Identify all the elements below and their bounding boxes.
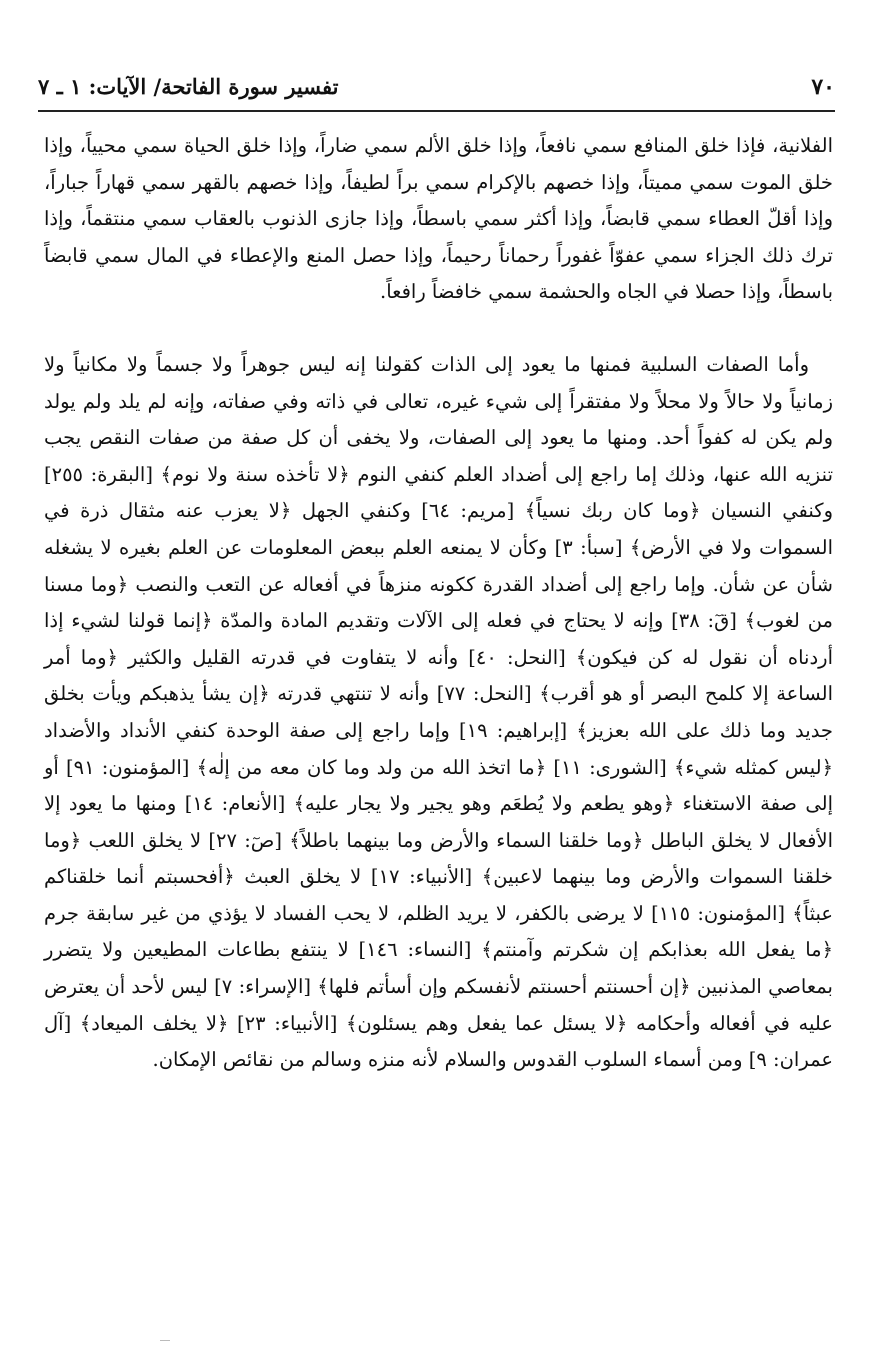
paragraph: وأما الصفات السلبية فمنها ما يعود إلى الذات كقولنا إنه ليس جوهراً ولا جسماً ولا مكانياً ولا زمانياً ولا حالاً ولا محلاً ولا مفتقراً إلى شيء غيره، تعالى في ذاته وفي صفاته، وإنه لم يلد ولم يولد ولم يكن له كفواً أحد. ومنها ما يعود إلى الصفات، ولا يخفى أن كل صفة من صفات النقص يجب تنزيه الله عنها، وذلك إما راجع إلى أضداد العلم كنفي النوم ﴿لا تأخذه سنة ولا نوم﴾ [البقرة: ٢٥٥] وكنفي النسيان ﴿وما كان ربك نسياً﴾ [مريم: ٦٤] وكنفي الجهل ﴿لا يعزب عنه مثقال ذرة في السموات ولا في الأرض﴾ [سبأ: ٣] وكأن لا يمنعه العلم ببعض المعلومات عن العلم بغيره لا يشغله شأن عن شأن. وإما راجع إلى أضداد القدرة ككونه منزهاً في أفعاله عن التعب والنصب ﴿وما مسنا من لغوب﴾ [قٓ: ٣٨] وإنه لا يحتاج في فعله إلى الآلات وتقديم المادة والمدّة ﴿إنما قولنا لشيء إذا أردناه أن نقول له كن فيكون﴾ [النحل: ٤٠] وأنه لا يتفاوت في قدرته القليل والكثير ﴿وما أمر الساعة إلا كلمح البصر أو هو أقرب﴾ [النحل: ٧٧] وأنه لا تنتهي قدرته ﴿إن يشأ يذهبكم ويأت بخلق جديد وما ذلك على الله بعزيز﴾ [إبراهيم: ١٩] وإما راجع إلى صفة الوحدة كنفي الأنداد والأضداد ﴿ليس كمثله شيء﴾ [الشورى: ١١] ﴿ما اتخذ الله من ولد وما كان معه من إلٰه﴾ [المؤمنون: ٩١] أو إلى صفة الاستغناء ﴿وهو يطعم ولا يُطعَم وهو يجير ولا يجار عليه﴾ [الأنعام: ١٤] ومنها ما يعود إلا الأفعال لا يخلق الباطل ﴿وما خلقنا السماء والأرض وما بينهما باطلاً﴾ [صٓ: ٢٧] لا يخلق اللعب ﴿وما خلقنا السموات والأرض وما بينهما لاعبين﴾ [الأنبياء: ١٧] لا يخلق العبث ﴿أفحسبتم أنما خلقناكم عبثاً﴾ [المؤمنون: ١١٥] لا يرضى بالكفر، لا يريد الظلم، لا يحب الفساد لا يؤذي من غير سابقة جرم ﴿ما يفعل الله بعذابكم إن شكرتم وآمنتم﴾ [النساء: ١٤٦] لا ينتفع بطاعات المطيعين ولا يتضرر بمعاصي المذنبين ﴿إن أحسنتم أحسنتم لأنفسكم وإن أسأتم فلها﴾ [الإسراء: ٧] ليس لأحد أن يعترض عليه في أفعاله وأحكامه ﴿لا يسئل عما يفعل وهم يسئلون﴾ [الأنبياء: ٢٣] ﴿لا يخلف الميعاد﴾ [آل عمران: ٩] ومن أسماء السلوب القدوس والسلام لأنه منزه وسالم من نقائص الإمكان. [44,352,834,1072]
header-divider [38,110,835,112]
paragraph: الفلانية، فإذا خلق المنافع سمي نافعاً، وإذا خلق الألم سمي ضاراً، وإذا خلق الحياة سمي محيياً، وإذا خلق الموت سمي مميتاً، وإذا خصهم بالإكرام سمي براً لطيفاً، وإذا خصهم بالقهر سمي قهاراً جباراً، وإذا أقلّ العطاء سمي قابضاً، وإذا أكثر سمي باسطاً، وإذا جازى الذنوب بالعقاب سمي منتقماً، وإذا ترك ذلك الجزاء سمي عفوّاً غفوراً رحماناً رحيماً، وإذا حصل المنع والإعطاء في المال سمي قابضاً باسطاً، وإذا حصلا في الجاه والحشمة سمي خافضاً رافعاً. [44,134,833,304]
scan-mark [160,1340,170,1341]
page-header [38,70,835,108]
running-title: تفسير سورة الفاتحة/ الآيات: ١ ـ ٧ [38,74,339,99]
page-number: ٧٠ [811,74,835,100]
page-body [44,128,833,1079]
